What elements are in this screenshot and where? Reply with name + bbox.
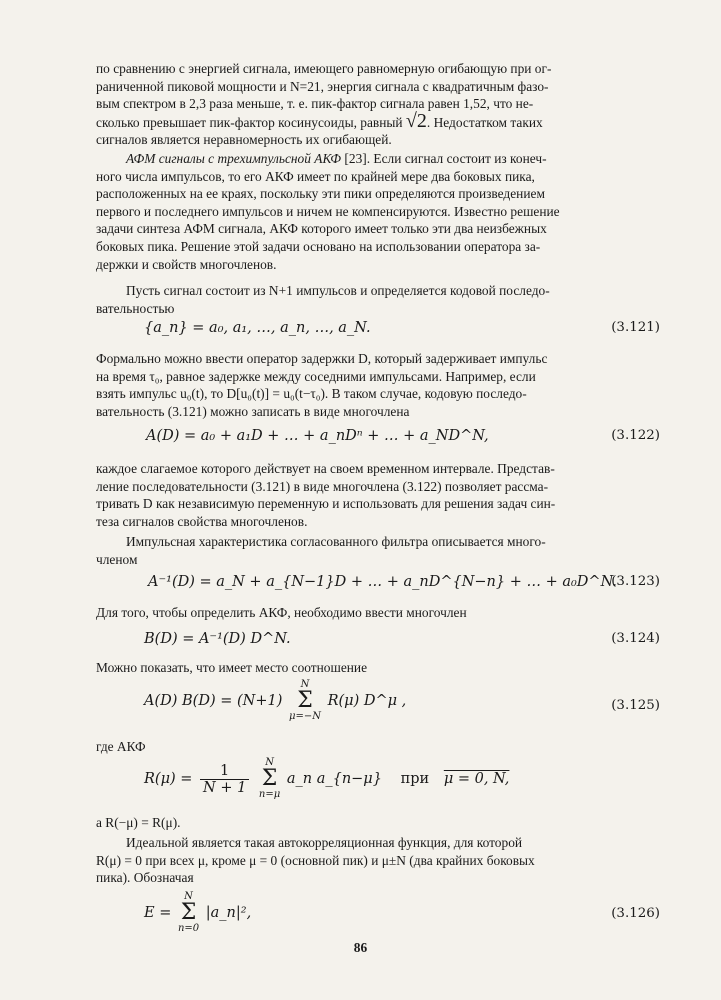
paragraph-2: [96, 150, 660, 273]
text-line: где АКФ: [96, 739, 146, 754]
equation-body: {a_n} = a₀, a₁, …, a_n, …, a_N.: [144, 320, 371, 336]
summation-symbol: [178, 892, 199, 934]
equation-lhs: A(D) B(D) = (N+1): [144, 693, 283, 709]
paragraph-5: [96, 460, 660, 530]
text-line: Идеальной является такая автокорреляционная функция, для которой: [126, 835, 523, 850]
text-line: задачи синтеза АФМ сигнала, АКФ которого имеет только эти два неизбежных: [96, 221, 547, 237]
condition-word: при: [400, 771, 430, 787]
equation-number: (3.126): [611, 906, 660, 921]
text-line: боковых пика. Решение этой задачи основано на использовании оператора за-: [96, 238, 541, 254]
text-line: на время τ₀, равное задержке между соседними импульсами. Например, если: [96, 368, 536, 384]
text-line: сигналов является неравномерность их огибающей.: [96, 132, 392, 148]
paragraph-10: [96, 814, 660, 832]
text-line: теза сигналов свойства многочленов.: [96, 513, 308, 529]
summation-symbol: [289, 680, 321, 722]
equation-rhs: R(μ) D^μ ,: [327, 693, 407, 709]
condition-range: μ = 0, N,: [443, 771, 510, 787]
text-line: Импульсная характеристика согласованного фильтра описывается много-: [126, 534, 546, 549]
text-line: ление последовательности (3.121) в виде многочлена (3.122) позволяет рассма-: [96, 478, 549, 494]
text-line: членом: [96, 551, 138, 567]
paragraph-3: [96, 282, 660, 317]
equation-3-121: [96, 320, 660, 342]
text-fragment: сколько превышает пик-фактор косинусоиды, равный: [96, 114, 403, 130]
sqrt-expression: √2: [405, 109, 427, 132]
sum-upper-limit: N: [265, 757, 274, 768]
equation-3-125: [96, 680, 660, 730]
paragraph-7: [96, 604, 660, 622]
text-line: пика). Обозначая: [96, 870, 194, 886]
text-line: по сравнению с энергией сигнала, имеющего равномерную огибающую при ог-: [96, 61, 552, 76]
fraction-denominator: N + 1: [203, 779, 247, 796]
text-line: [96, 150, 660, 168]
text-line: вым спектром в 2,3 раза меньше, т. е. пик-фактор сигнала равен 1,52, что не-: [96, 96, 534, 112]
equation-body: B(D) = A⁻¹(D) D^N.: [144, 631, 291, 647]
equation-body: A(D) = a₀ + a₁D + … + a_nDⁿ + … + a_ND^N,: [146, 428, 489, 444]
sum-lower-limit: μ=−N: [288, 711, 321, 722]
equation-rhs: a_n a_{n−μ}: [286, 771, 382, 787]
equation-number: (3.122): [611, 428, 660, 443]
equation-body: A⁻¹(D) = a_N + a_{N−1}D + … + a_nD^{N−n} + … + a₀D^N.: [148, 574, 617, 590]
text-line: держки и свойств многочленов.: [96, 256, 277, 272]
equation-number: (3.124): [611, 631, 660, 646]
section-title: АФМ сигналы с трехимпульсной АКФ: [126, 151, 342, 166]
paragraph-6: [96, 533, 660, 568]
summation-symbol: [259, 758, 280, 800]
sigma-icon: Σ: [261, 766, 278, 791]
text-line: Для того, чтобы определить АКФ, необходимо ввести многочлен: [96, 605, 467, 620]
equation-body: [144, 892, 251, 934]
text-line: R(μ) = 0 при всех μ, кроме μ = 0 (основной пик) и μ±N (два крайних боковых: [96, 852, 535, 868]
equation-body: [144, 680, 406, 722]
equation-autocorrelation: [96, 758, 660, 810]
equation-rhs: |a_n|²,: [205, 905, 252, 921]
equation-number: (3.123): [611, 574, 660, 589]
text-line: вательностью: [96, 300, 175, 316]
paragraph-4: [96, 350, 660, 420]
text-line: расположенных на ее краях, поскольку эти пики определяются произведением: [96, 186, 545, 202]
paragraph-9: [96, 738, 660, 756]
paragraph-8: [96, 659, 660, 677]
text-line: ного числа импульсов, то его АКФ имеет по крайней мере два боковых пика,: [96, 168, 535, 184]
paragraph-1: [96, 60, 660, 149]
equation-3-126: [96, 892, 660, 940]
equation-3-123: [96, 574, 660, 596]
sigma-icon: Σ: [297, 688, 313, 713]
sigma-icon: Σ: [180, 900, 197, 925]
text-line: [96, 109, 660, 132]
fraction: [200, 763, 249, 796]
text-line: Формально можно ввести оператор задержки D, который задерживает импульс: [96, 351, 548, 366]
sum-upper-limit: N: [300, 679, 310, 690]
text-line: а R(−μ) = R(μ).: [96, 815, 181, 830]
text-line: раниченной пиковой мощности и N=21, энергия сигнала с квадратичным фазо-: [96, 78, 549, 94]
paragraph-11: [96, 834, 660, 887]
equation-3-122: [96, 428, 660, 450]
text-line: тривать D как независимую переменную и использовать для решения задач син-: [96, 496, 556, 512]
page-number: 86: [353, 940, 368, 955]
equation-lhs: E =: [144, 905, 172, 921]
text-line: каждое слагаемое которого действует на своем временном интервале. Представ-: [96, 461, 555, 476]
equation-number: (3.125): [611, 698, 660, 713]
text-line: первого и последнего импульсов и ничем не компенсируются. Известно решение: [96, 203, 560, 219]
text-line: вательность (3.121) можно записать в виде многочлена: [96, 403, 410, 419]
sum-lower-limit: n=μ: [258, 789, 281, 800]
fraction-numerator: 1: [200, 763, 249, 780]
sum-lower-limit: n=0: [177, 923, 200, 934]
text-fragment: . Недостатком таких: [426, 114, 543, 130]
text-line: Можно показать, что имеет место соотношение: [96, 660, 368, 675]
text-line: Пусть сигнал состоит из N+1 импульсов и определяется кодовой последо-: [126, 283, 550, 298]
equation-3-124: [96, 631, 660, 653]
equation-lhs: R(μ) =: [144, 771, 193, 787]
text-line: взять импульс u₀(t), то D[u₀(t)] = u₀(t−τ₀). В таком случае, кодовую последо-: [96, 386, 527, 402]
sum-upper-limit: N: [184, 891, 193, 902]
equation-number: (3.121): [611, 320, 660, 335]
equation-body: [144, 758, 509, 800]
text-fragment: [23]. Если сигнал состоит из конеч-: [341, 151, 547, 166]
